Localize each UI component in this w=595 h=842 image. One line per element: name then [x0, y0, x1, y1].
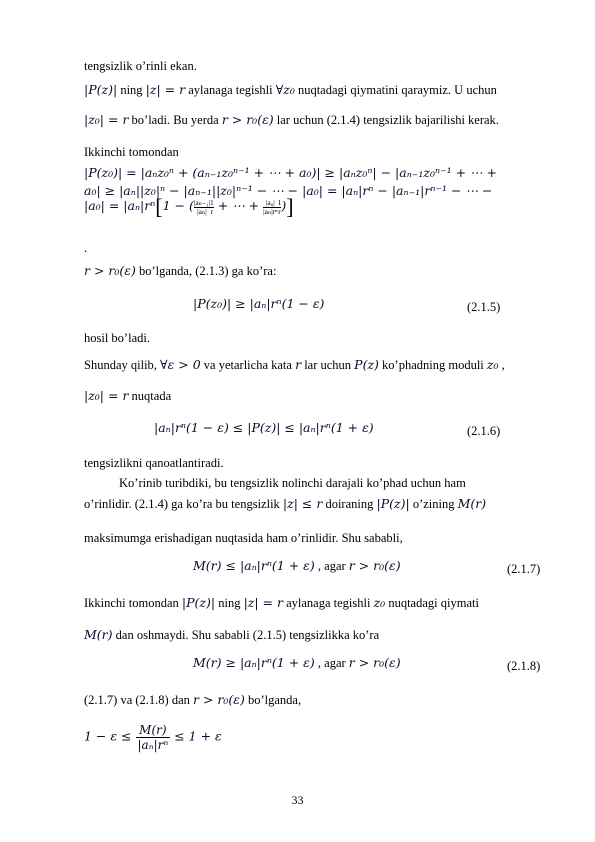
- math: M(r) ≥ |aₙ|rⁿ(1 + ε): [193, 655, 315, 670]
- math: z₀: [486, 357, 499, 372]
- text: , agar: [314, 656, 349, 670]
- math: |a₀| = |aₙ|rⁿ: [84, 198, 156, 213]
- fraction: $\frac{1}{r}$: [277, 197, 282, 216]
- math: |z| ≤ r: [282, 496, 323, 511]
- text: bo’lganda, (2.1.3) ga ko’ra:: [135, 264, 277, 278]
- math: |P(z)|: [181, 595, 216, 610]
- math: |P(z)|: [84, 82, 118, 97]
- math: |P(z)|: [376, 496, 410, 511]
- equation-tag: (2.1.7): [507, 562, 541, 576]
- text: (2.1.7) va (2.1.8) dan: [84, 693, 193, 707]
- math: P(z): [354, 357, 379, 372]
- text: nuqtadagi qiymati: [385, 596, 479, 610]
- text-line: [84, 627, 379, 643]
- text: , agar: [314, 559, 349, 573]
- text-line: [84, 388, 171, 404]
- text-line: [84, 357, 505, 373]
- math: 1 − (: [162, 198, 194, 213]
- text: nuqtada: [128, 389, 172, 403]
- math: M(r): [84, 627, 113, 642]
- math: r > r₀(ε): [221, 112, 274, 127]
- bracket: [: [155, 194, 163, 220]
- text-line: tengsizlikni qanoatlantiradi.: [84, 456, 224, 470]
- equation-line: |P(z₀)| = |aₙz₀ⁿ + (aₙ₋₁z₀ⁿ⁻¹ + ⋯ + a₀)| ≥ |aₙz₀ⁿ| − |aₙ₋₁z₀ⁿ⁻¹ + ⋯ +: [84, 165, 498, 180]
- fraction: $\frac{M(r)}{\text{|aₙ|rⁿ}}$: [137, 723, 169, 752]
- math: + ⋯ +: [213, 198, 264, 213]
- text-line: hosil bo’ladi.: [84, 331, 150, 345]
- text-line: Ikkinchi tomondan: [84, 145, 179, 159]
- text: nuqtadagi qiymatini qaraymiz. U uchun: [294, 83, 497, 97]
- math: ): [281, 198, 287, 213]
- text-line: [84, 112, 499, 128]
- math: z₀: [373, 595, 386, 610]
- math: |z| = r: [145, 82, 186, 97]
- equation-2-1-5: |P(z₀)| ≥ |aₙ|rⁿ(1 − ε): [193, 296, 325, 311]
- fraction: $\frac{\text{|a₀|}}{\text{|aₙ|rⁿ}}$: [263, 197, 278, 216]
- text-line: .: [84, 241, 88, 255]
- math: M(r): [457, 496, 487, 511]
- math: 1 − ε ≤: [84, 728, 136, 744]
- math: r > r₀(ε): [348, 558, 401, 573]
- text-line: [84, 263, 276, 279]
- text: lar uchun (2.1.4) tengsizlik bajarilishi kerak.: [273, 113, 499, 127]
- text: o’zining: [409, 497, 458, 511]
- equation-line: a₀| ≥ |aₙ||z₀|ⁿ − |aₙ₋₁||z₀|ⁿ⁻¹ − ⋯ − |a₀| = |aₙ|rⁿ − |aₙ₋₁|rⁿ⁻¹ − ⋯ −: [84, 183, 493, 198]
- math: |z₀| = r: [84, 112, 129, 127]
- text: doiraning: [322, 497, 377, 511]
- text: ko’phadning moduli: [378, 358, 487, 372]
- equation-2-1-6: |aₙ|rⁿ(1 − ε) ≤ |P(z)| ≤ |aₙ|rⁿ(1 + ε): [154, 420, 374, 435]
- fraction: $\frac{1}{r}$: [210, 197, 214, 216]
- text-line: maksimumga erishadigan nuqtasida ham o’rinlidir. Shu sababli,: [84, 531, 403, 545]
- math: r: [295, 357, 302, 372]
- math: ∀ε > 0: [160, 357, 201, 372]
- math: ≤ 1 + ε: [170, 728, 222, 744]
- equation-final: [84, 723, 222, 752]
- text: Ikkinchi tomondan: [84, 596, 182, 610]
- text: Shunday qilib,: [84, 358, 161, 372]
- text: dan oshmaydi. Shu sababli (2.1.5) tengsizlikka ko’ra: [112, 628, 380, 642]
- text-line: [84, 595, 479, 611]
- text: aylanaga tegishli: [282, 596, 374, 610]
- math: M(r) ≤ |aₙ|rⁿ(1 + ε): [193, 558, 315, 573]
- math: r > r₀(ε): [193, 692, 245, 707]
- equation-tag: (2.1.5): [467, 300, 501, 314]
- text: bo’lganda,: [244, 693, 302, 707]
- text-line: tengsizlik o’rinli ekan.: [84, 59, 197, 73]
- fraction: $\frac{\text{|aₙ₋₁|}}{\text{|aₙ|}}$: [193, 197, 211, 216]
- math: ∀z₀: [275, 82, 295, 97]
- equation-tag: (2.1.8): [507, 659, 541, 673]
- page-number: 33: [291, 793, 304, 807]
- bracket: ]: [286, 194, 294, 220]
- text: o’rinlidir. (2.1.4) ga ko’ra bu tengsizlik: [84, 497, 283, 511]
- math: |z| = r: [243, 595, 283, 610]
- equation-2-1-7: [193, 558, 401, 574]
- text: va yetarlicha kata: [200, 358, 296, 372]
- text-line: [84, 692, 301, 708]
- text: lar uchun: [301, 358, 355, 372]
- text: ,: [498, 358, 505, 372]
- math: r > r₀(ε): [84, 263, 136, 278]
- text-line: Ko’rinib turibdiki, bu tengsizlik nolinchi darajali ko’phad uchun ham: [119, 476, 466, 490]
- math: |z₀| = r: [84, 388, 129, 403]
- equation-2-1-8: [193, 655, 401, 671]
- equation-line: [84, 194, 294, 220]
- text-line: [84, 82, 497, 98]
- text: bo’ladi. Bu yerda: [128, 113, 222, 127]
- equation-tag: (2.1.6): [467, 424, 501, 438]
- text-line: [84, 496, 486, 512]
- text: aylanaga tegishli: [185, 83, 276, 97]
- text: ning: [215, 596, 244, 610]
- text: ning: [117, 83, 146, 97]
- math: r > r₀(ε): [348, 655, 401, 670]
